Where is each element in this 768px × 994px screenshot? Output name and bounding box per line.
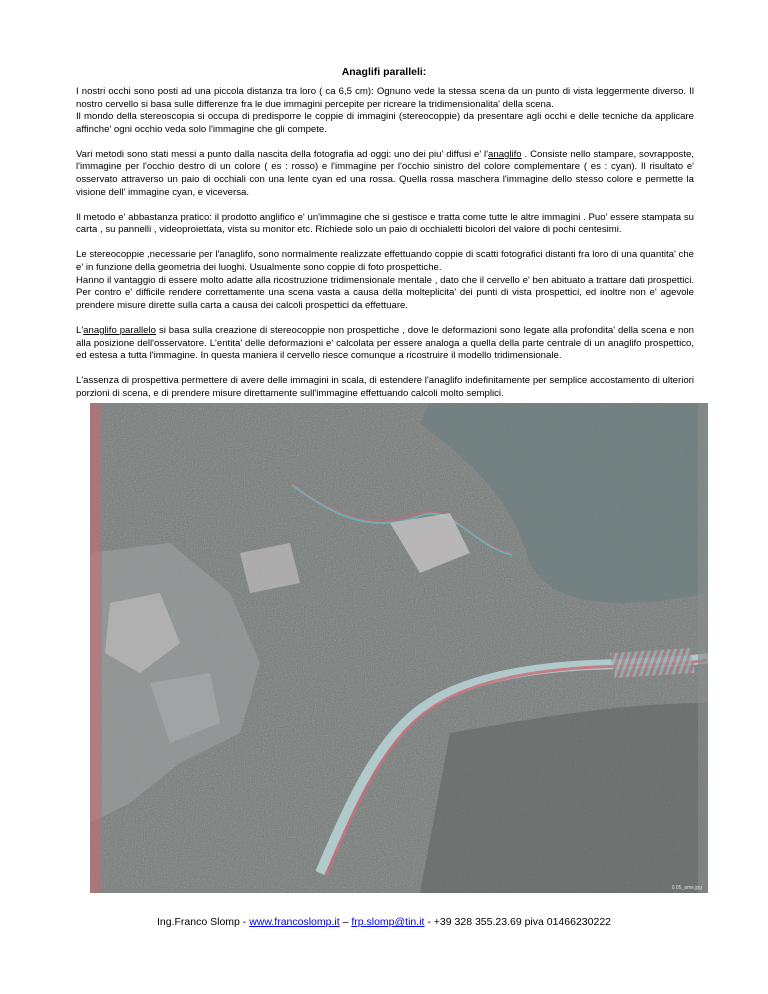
website-link[interactable]: www.francoslomp.it (249, 916, 340, 928)
paragraph-2 (76, 149, 694, 199)
footer-contact: - +39 328 355.23.69 piva 01466230222 (424, 916, 611, 928)
paragraph-5 (76, 325, 694, 363)
paragraph-line: Hanno il vantaggio di essere molto adatte alla ricostruzione tridimensionale mentale , dato che il cervello e' ben abituato a trattare dati prospettici. Per contro e' difficile rendere correttamente una scena vasta a causa della molteplicita' dei punti di vista prospettici, ed inoltre non e' agevole prendere misure dirette sulla carta a causa dei calcoli prospettici da effettuare. (76, 274, 694, 311)
paragraph-3 (76, 212, 694, 237)
paragraph-line: Il metodo e' abbastanza pratico: il prodotto anglifico e' un'immagine che si gestisce e tratta come tutte le altre immagini . Puo' essere stampata su carta , su pannelli , videoproiettata, vista su monitor etc. Richiede solo un paio di occhialetti bicolori del valore di pochi centesimi. (76, 211, 694, 236)
anaglyph-aerial-image (90, 403, 708, 893)
document-footer (0, 916, 768, 928)
email-link[interactable]: frp.slomp@tin.it (351, 916, 425, 928)
paragraph-1 (76, 86, 694, 136)
footer-separator: – (339, 916, 352, 928)
paragraph-text: Vari metodi sono stati messi a punto dalla nascita della fotografia ad oggi: uno dei piu' diffusi e' l' (76, 148, 489, 160)
paragraph-line: I nostri occhi sono posti ad una piccola distanza tra loro ( ca 6,5 cm): Ognuno vede la stessa scena da un punto di vista leggermente diverso. Il nostro cervello si basa sulle differenze fra le due immagini percepite per ricreare la tridimensionalita' della scena. (76, 86, 694, 110)
image-caption: 0.05_ame.jpg (671, 885, 702, 891)
anaglifo-link[interactable]: anaglifo (488, 148, 522, 160)
anaglifo-parallelo-link[interactable]: anaglifo parallelo (83, 324, 156, 336)
paragraph-text: L' (76, 324, 84, 336)
paragraph-line: Il mondo della stereoscopia si occupa di predisporre le coppie di immagini (stereocoppie) da presentare agli occhi e delle tecniche da applicare affinche' ogni occhio veda solo l'immagine che gli compete. (76, 111, 694, 135)
paragraph-text: . Consiste nello stampare, sovrapposte, l'immagine per l'occhio destro di un colore ( es : rosso) e l'immagine per l'occhio sinistro del colore complementare ( es : cyan). Il risultato e' osservato attraverso un paio di occhiali con una lente cyan ed una rossa. Quella rossa maschera l'immagine dello stesso colore e permette la visione dell' immagine cyan, e viceversa. (76, 148, 694, 198)
anaglyph-terrain-graphic (90, 403, 708, 893)
document-body (76, 86, 694, 413)
paragraph-line: Le stereocoppie ,necessarie per l'anaglifo, sono normalmente realizzate effettuando coppie di scatti fotografici distanti fra loro di una quantita' che e' in funzione della geometria dei luoghi. Usualmente sono coppie di foto prospettiche. (76, 249, 694, 274)
paragraph-4 (76, 249, 694, 312)
footer-author: Ing.Franco Slomp - (157, 916, 250, 928)
paragraph-6 (76, 375, 694, 400)
paragraph-line: L'assenza di prospettiva permettere di avere delle immagini in scala, di estendere l'anaglifo indefinitamente per semplice accostamento di ulteriori porzioni di scena, e di prendere misure direttamente sull'immagine effettuando calcoli molto semplici. (76, 375, 694, 399)
paragraph-text: si basa sulla creazione di stereocoppie non prospettiche , dove le deformazioni sono legate alla profondita' della scena e non alla posizione dell'osservatore. L'entita' delle deformazioni e' calcolata per essere analoga a quella della parte centrale di un anaglifo prospettico, ed estesa a tutta l'immagine. In questa maniera il cervello riesce comunque a ricostruire il modello tridimensionale. (76, 324, 695, 362)
document-title: Anaglifi paralleli: (341, 66, 427, 78)
